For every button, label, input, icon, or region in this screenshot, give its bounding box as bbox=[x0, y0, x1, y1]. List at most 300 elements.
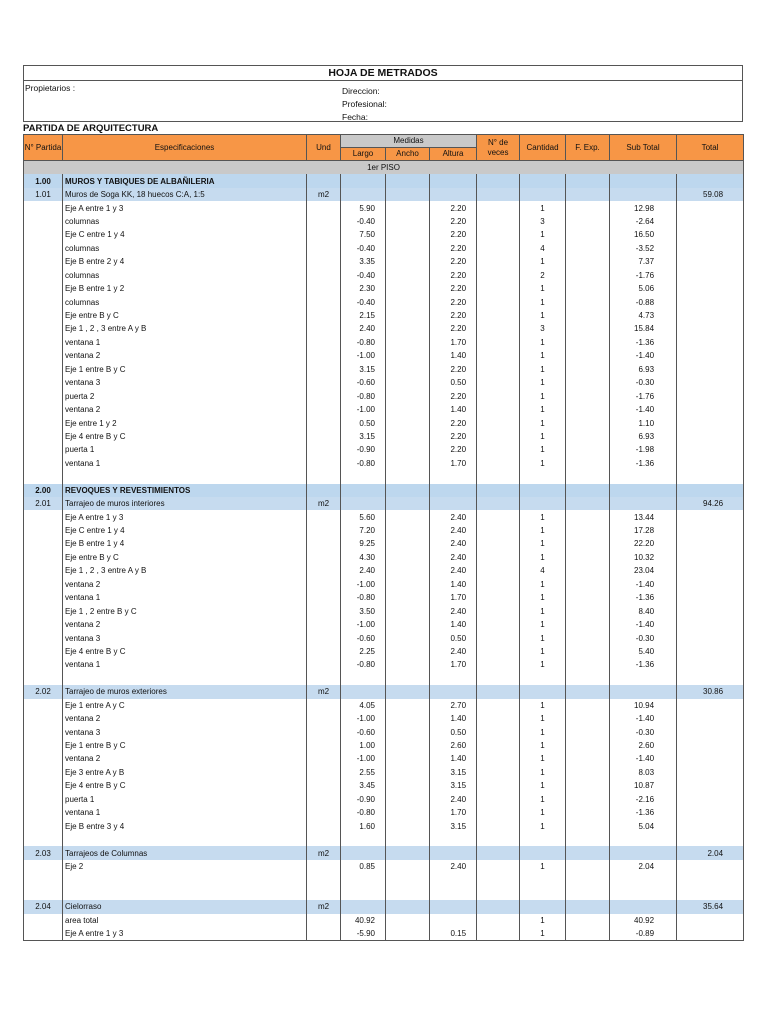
empty-cell bbox=[677, 564, 744, 577]
empty-cell bbox=[307, 201, 341, 214]
empty-cell bbox=[386, 497, 430, 510]
empty-cell bbox=[386, 457, 430, 470]
empty-cell bbox=[386, 779, 430, 792]
empty-cell bbox=[386, 551, 430, 564]
empty-cell bbox=[566, 349, 610, 362]
empty-cell bbox=[477, 228, 520, 241]
row-largo: 2.40 bbox=[341, 322, 386, 335]
row-subtotal: 10.32 bbox=[610, 551, 677, 564]
empty-cell bbox=[677, 873, 744, 886]
row-desc: ventana 2 bbox=[63, 752, 307, 765]
empty-cell bbox=[24, 873, 63, 886]
empty-cell bbox=[307, 806, 341, 819]
empty-cell bbox=[566, 457, 610, 470]
empty-cell bbox=[386, 699, 430, 712]
row-cantidad: 1 bbox=[520, 349, 566, 362]
row-code: 2.01 bbox=[24, 497, 63, 510]
row-largo: 2.40 bbox=[341, 564, 386, 577]
empty-cell bbox=[477, 174, 520, 187]
empty-cell bbox=[307, 658, 341, 671]
empty-cell bbox=[677, 604, 744, 617]
row-cantidad: 1 bbox=[520, 578, 566, 591]
table-row bbox=[24, 242, 744, 255]
row-altura: 1.40 bbox=[430, 752, 477, 765]
empty-cell bbox=[677, 766, 744, 779]
row-desc: Eje A entre 1 y 3 bbox=[63, 927, 307, 941]
row-largo: -1.00 bbox=[341, 349, 386, 362]
table-row bbox=[24, 631, 744, 644]
partida-row bbox=[24, 497, 744, 510]
table-row bbox=[24, 860, 744, 873]
empty-cell bbox=[386, 618, 430, 631]
empty-cell bbox=[386, 672, 430, 685]
table-row bbox=[24, 282, 744, 295]
table-row bbox=[24, 416, 744, 429]
row-subtotal: -0.30 bbox=[610, 725, 677, 738]
empty-cell bbox=[566, 201, 610, 214]
empty-cell bbox=[307, 470, 341, 483]
empty-cell bbox=[566, 564, 610, 577]
row-subtotal: -1.36 bbox=[610, 457, 677, 470]
empty-cell bbox=[477, 269, 520, 282]
table-row bbox=[24, 430, 744, 443]
empty-cell bbox=[677, 470, 744, 483]
empty-cell bbox=[386, 766, 430, 779]
col-cantidad: Cantidad bbox=[520, 135, 566, 161]
empty-cell bbox=[307, 631, 341, 644]
row-largo: -0.60 bbox=[341, 631, 386, 644]
empty-cell bbox=[520, 873, 566, 886]
row-altura: 2.40 bbox=[430, 551, 477, 564]
empty-cell bbox=[566, 779, 610, 792]
empty-cell bbox=[386, 416, 430, 429]
empty-cell bbox=[520, 887, 566, 900]
empty-cell bbox=[566, 725, 610, 738]
empty-cell bbox=[566, 295, 610, 308]
table-row bbox=[24, 336, 744, 349]
empty-cell bbox=[307, 927, 341, 941]
empty-cell bbox=[386, 389, 430, 402]
row-cantidad: 1 bbox=[520, 430, 566, 443]
empty-cell bbox=[477, 403, 520, 416]
row-altura: 2.20 bbox=[430, 282, 477, 295]
empty-cell bbox=[24, 403, 63, 416]
empty-cell bbox=[566, 416, 610, 429]
empty-cell bbox=[677, 309, 744, 322]
row-cantidad: 1 bbox=[520, 309, 566, 322]
empty-cell bbox=[386, 510, 430, 523]
empty-cell bbox=[677, 699, 744, 712]
empty-cell bbox=[566, 309, 610, 322]
propietarios-label: Propietarios : bbox=[25, 83, 76, 93]
empty-cell bbox=[24, 887, 63, 900]
row-altura: 2.20 bbox=[430, 215, 477, 228]
row-largo: -0.80 bbox=[341, 457, 386, 470]
row-cantidad: 1 bbox=[520, 699, 566, 712]
empty-cell bbox=[341, 188, 386, 201]
fecha-label: Fecha: bbox=[342, 112, 368, 122]
row-subtotal: -1.40 bbox=[610, 403, 677, 416]
empty-cell bbox=[566, 228, 610, 241]
empty-cell bbox=[430, 484, 477, 497]
row-cantidad: 1 bbox=[520, 604, 566, 617]
empty-cell bbox=[386, 712, 430, 725]
empty-cell bbox=[63, 470, 307, 483]
row-cantidad: 1 bbox=[520, 443, 566, 456]
empty-cell bbox=[307, 484, 341, 497]
empty-cell bbox=[430, 470, 477, 483]
partida-row bbox=[24, 188, 744, 201]
row-largo: -0.80 bbox=[341, 658, 386, 671]
empty-cell bbox=[477, 685, 520, 698]
empty-cell bbox=[520, 497, 566, 510]
row-largo: -0.80 bbox=[341, 591, 386, 604]
row-altura: 1.40 bbox=[430, 618, 477, 631]
empty-cell bbox=[566, 658, 610, 671]
empty-cell bbox=[677, 672, 744, 685]
empty-cell bbox=[307, 887, 341, 900]
piso-label: 1er PISO bbox=[24, 161, 744, 175]
empty-cell bbox=[566, 255, 610, 268]
row-cantidad: 1 bbox=[520, 282, 566, 295]
empty-cell bbox=[24, 739, 63, 752]
row-subtotal: 8.03 bbox=[610, 766, 677, 779]
empty-cell bbox=[341, 873, 386, 886]
empty-cell bbox=[477, 860, 520, 873]
row-desc: ventana 2 bbox=[63, 618, 307, 631]
empty-cell bbox=[477, 900, 520, 913]
row-subtotal: -1.98 bbox=[610, 443, 677, 456]
empty-cell bbox=[24, 631, 63, 644]
col-partida: N° Partida bbox=[24, 135, 63, 161]
empty-cell bbox=[430, 672, 477, 685]
empty-cell bbox=[566, 618, 610, 631]
empty-cell bbox=[477, 551, 520, 564]
empty-cell bbox=[677, 322, 744, 335]
table-row bbox=[24, 215, 744, 228]
row-total: 94.26 bbox=[677, 497, 744, 510]
empty-cell bbox=[566, 269, 610, 282]
empty-cell bbox=[307, 524, 341, 537]
empty-cell bbox=[477, 363, 520, 376]
row-cantidad: 2 bbox=[520, 269, 566, 282]
empty-cell bbox=[677, 779, 744, 792]
row-altura: 3.15 bbox=[430, 766, 477, 779]
row-subtotal: -1.76 bbox=[610, 269, 677, 282]
empty-cell bbox=[677, 215, 744, 228]
row-largo: 2.25 bbox=[341, 645, 386, 658]
row-altura: 0.15 bbox=[430, 927, 477, 941]
col-largo: Largo bbox=[341, 148, 386, 161]
row-desc: Eje 1 entre B y C bbox=[63, 739, 307, 752]
empty-cell bbox=[677, 510, 744, 523]
row-largo: -0.80 bbox=[341, 806, 386, 819]
empty-cell bbox=[477, 524, 520, 537]
row-largo: 5.60 bbox=[341, 510, 386, 523]
empty-cell bbox=[307, 349, 341, 362]
empty-cell bbox=[520, 484, 566, 497]
row-altura: 3.15 bbox=[430, 819, 477, 832]
row-code: 2.00 bbox=[24, 484, 63, 497]
row-desc: ventana 1 bbox=[63, 457, 307, 470]
row-altura: 2.40 bbox=[430, 793, 477, 806]
empty-cell bbox=[566, 806, 610, 819]
row-subtotal: -0.89 bbox=[610, 927, 677, 941]
row-altura: 2.40 bbox=[430, 524, 477, 537]
empty-cell bbox=[610, 484, 677, 497]
blank-row bbox=[24, 470, 744, 483]
row-subtotal: -1.40 bbox=[610, 752, 677, 765]
row-largo: -0.40 bbox=[341, 215, 386, 228]
empty-cell bbox=[386, 725, 430, 738]
empty-cell bbox=[477, 739, 520, 752]
empty-cell bbox=[566, 766, 610, 779]
row-cantidad: 1 bbox=[520, 336, 566, 349]
empty-cell bbox=[677, 363, 744, 376]
empty-cell bbox=[566, 793, 610, 806]
empty-cell bbox=[24, 309, 63, 322]
row-subtotal: 16.50 bbox=[610, 228, 677, 241]
empty-cell bbox=[566, 389, 610, 402]
empty-cell bbox=[24, 672, 63, 685]
empty-cell bbox=[677, 376, 744, 389]
empty-cell bbox=[430, 846, 477, 859]
empty-cell bbox=[677, 645, 744, 658]
empty-cell bbox=[566, 578, 610, 591]
row-largo: 2.30 bbox=[341, 282, 386, 295]
empty-cell bbox=[566, 873, 610, 886]
empty-cell bbox=[477, 497, 520, 510]
empty-cell bbox=[477, 537, 520, 550]
empty-cell bbox=[610, 833, 677, 846]
row-altura: 2.20 bbox=[430, 443, 477, 456]
row-desc: Eje entre B y C bbox=[63, 309, 307, 322]
empty-cell bbox=[610, 685, 677, 698]
empty-cell bbox=[677, 914, 744, 927]
empty-cell bbox=[307, 873, 341, 886]
empty-cell bbox=[24, 537, 63, 550]
empty-cell bbox=[677, 255, 744, 268]
empty-cell bbox=[677, 174, 744, 187]
empty-cell bbox=[386, 188, 430, 201]
empty-cell bbox=[430, 887, 477, 900]
row-code: 2.03 bbox=[24, 846, 63, 859]
empty-cell bbox=[566, 551, 610, 564]
row-desc: Muros de Soga KK, 18 huecos C:A, 1:5 bbox=[63, 188, 307, 201]
row-desc: Eje B entre 3 y 4 bbox=[63, 819, 307, 832]
empty-cell bbox=[307, 833, 341, 846]
row-altura: 2.20 bbox=[430, 363, 477, 376]
row-total: 30.86 bbox=[677, 685, 744, 698]
table-row bbox=[24, 457, 744, 470]
empty-cell bbox=[386, 309, 430, 322]
col-especificaciones: Especificaciones bbox=[63, 135, 307, 161]
empty-cell bbox=[566, 631, 610, 644]
empty-cell bbox=[386, 833, 430, 846]
empty-cell bbox=[566, 282, 610, 295]
row-altura: 0.50 bbox=[430, 725, 477, 738]
empty-cell bbox=[24, 376, 63, 389]
row-cantidad: 1 bbox=[520, 524, 566, 537]
row-cantidad: 4 bbox=[520, 564, 566, 577]
empty-cell bbox=[520, 900, 566, 913]
empty-cell bbox=[24, 645, 63, 658]
empty-cell bbox=[677, 443, 744, 456]
empty-cell bbox=[477, 470, 520, 483]
empty-cell bbox=[341, 833, 386, 846]
empty-cell bbox=[386, 524, 430, 537]
table-row bbox=[24, 376, 744, 389]
col-total: Total bbox=[677, 135, 744, 161]
table-row bbox=[24, 927, 744, 941]
empty-cell bbox=[677, 336, 744, 349]
empty-cell bbox=[307, 228, 341, 241]
row-largo: 0.85 bbox=[341, 860, 386, 873]
row-cantidad: 1 bbox=[520, 591, 566, 604]
empty-cell bbox=[477, 604, 520, 617]
row-desc: ventana 2 bbox=[63, 712, 307, 725]
row-cantidad: 1 bbox=[520, 645, 566, 658]
empty-cell bbox=[386, 927, 430, 941]
empty-cell bbox=[24, 578, 63, 591]
empty-cell bbox=[24, 914, 63, 927]
empty-cell bbox=[386, 914, 430, 927]
row-desc: ventana 2 bbox=[63, 578, 307, 591]
empty-cell bbox=[386, 873, 430, 886]
row-subtotal: 10.94 bbox=[610, 699, 677, 712]
row-subtotal: -0.30 bbox=[610, 631, 677, 644]
empty-cell bbox=[566, 591, 610, 604]
row-largo: 2.55 bbox=[341, 766, 386, 779]
empty-cell bbox=[477, 914, 520, 927]
empty-cell bbox=[341, 174, 386, 187]
empty-cell bbox=[477, 430, 520, 443]
row-cantidad: 1 bbox=[520, 416, 566, 429]
row-desc: MUROS Y TABIQUES DE ALBAÑILERIA bbox=[63, 174, 307, 187]
empty-cell bbox=[386, 658, 430, 671]
row-largo: -0.80 bbox=[341, 336, 386, 349]
empty-cell bbox=[477, 564, 520, 577]
empty-cell bbox=[307, 255, 341, 268]
empty-cell bbox=[386, 887, 430, 900]
empty-cell bbox=[24, 725, 63, 738]
empty-cell bbox=[677, 484, 744, 497]
row-subtotal: 13.44 bbox=[610, 510, 677, 523]
row-subtotal: -0.30 bbox=[610, 376, 677, 389]
empty-cell bbox=[307, 914, 341, 927]
row-altura: 0.50 bbox=[430, 631, 477, 644]
row-cantidad: 4 bbox=[520, 242, 566, 255]
empty-cell bbox=[566, 188, 610, 201]
row-cantidad: 1 bbox=[520, 255, 566, 268]
table-row bbox=[24, 578, 744, 591]
row-largo: -0.80 bbox=[341, 389, 386, 402]
row-desc: Eje entre 1 y 2 bbox=[63, 416, 307, 429]
empty-cell bbox=[386, 631, 430, 644]
row-und: m2 bbox=[307, 188, 341, 201]
row-desc: Eje 1 , 2 , 3 entre A y B bbox=[63, 564, 307, 577]
empty-cell bbox=[677, 591, 744, 604]
empty-cell bbox=[307, 282, 341, 295]
empty-cell bbox=[24, 564, 63, 577]
empty-cell bbox=[341, 685, 386, 698]
row-subtotal: 22.20 bbox=[610, 537, 677, 550]
row-altura: 1.70 bbox=[430, 591, 477, 604]
empty-cell bbox=[677, 752, 744, 765]
row-code: 2.04 bbox=[24, 900, 63, 913]
empty-cell bbox=[477, 658, 520, 671]
empty-cell bbox=[307, 645, 341, 658]
row-cantidad: 1 bbox=[520, 537, 566, 550]
empty-cell bbox=[307, 712, 341, 725]
empty-cell bbox=[677, 618, 744, 631]
empty-cell bbox=[566, 322, 610, 335]
row-desc: REVOQUES Y REVESTIMIENTOS bbox=[63, 484, 307, 497]
row-cantidad: 1 bbox=[520, 725, 566, 738]
row-cantidad: 1 bbox=[520, 389, 566, 402]
table-row bbox=[24, 551, 744, 564]
row-altura: 2.40 bbox=[430, 510, 477, 523]
row-subtotal: 2.60 bbox=[610, 739, 677, 752]
row-cantidad: 1 bbox=[520, 295, 566, 308]
empty-cell bbox=[386, 443, 430, 456]
empty-cell bbox=[477, 631, 520, 644]
empty-cell bbox=[341, 846, 386, 859]
empty-cell bbox=[63, 833, 307, 846]
empty-cell bbox=[477, 833, 520, 846]
row-cantidad: 1 bbox=[520, 752, 566, 765]
empty-cell bbox=[386, 295, 430, 308]
row-desc: ventana 1 bbox=[63, 658, 307, 671]
empty-cell bbox=[677, 551, 744, 564]
row-desc: Eje 4 entre B y C bbox=[63, 430, 307, 443]
row-desc: Eje 4 entre B y C bbox=[63, 779, 307, 792]
empty-cell bbox=[566, 443, 610, 456]
col-veces: N° de veces bbox=[477, 135, 520, 161]
row-desc: Eje A entre 1 y 3 bbox=[63, 201, 307, 214]
empty-cell bbox=[477, 699, 520, 712]
empty-cell bbox=[24, 269, 63, 282]
row-altura: 1.70 bbox=[430, 806, 477, 819]
empty-cell bbox=[477, 510, 520, 523]
empty-cell bbox=[566, 914, 610, 927]
empty-cell bbox=[477, 712, 520, 725]
row-largo: 1.00 bbox=[341, 739, 386, 752]
row-subtotal: 5.04 bbox=[610, 819, 677, 832]
row-largo: -5.90 bbox=[341, 927, 386, 941]
row-subtotal: 17.28 bbox=[610, 524, 677, 537]
empty-cell bbox=[677, 631, 744, 644]
row-altura: 3.15 bbox=[430, 779, 477, 792]
row-desc: Tarrajeo de muros exteriores bbox=[63, 685, 307, 698]
empty-cell bbox=[430, 900, 477, 913]
empty-cell bbox=[430, 873, 477, 886]
empty-cell bbox=[307, 551, 341, 564]
row-desc: Eje 3 entre A y B bbox=[63, 766, 307, 779]
row-desc: ventana 3 bbox=[63, 631, 307, 644]
empty-cell bbox=[386, 739, 430, 752]
empty-cell bbox=[430, 497, 477, 510]
table-row bbox=[24, 618, 744, 631]
empty-cell bbox=[307, 322, 341, 335]
empty-cell bbox=[307, 793, 341, 806]
empty-cell bbox=[341, 484, 386, 497]
row-cantidad: 1 bbox=[520, 551, 566, 564]
empty-cell bbox=[307, 591, 341, 604]
row-subtotal: -1.36 bbox=[610, 336, 677, 349]
row-subtotal: -2.64 bbox=[610, 215, 677, 228]
row-largo: 40.92 bbox=[341, 914, 386, 927]
